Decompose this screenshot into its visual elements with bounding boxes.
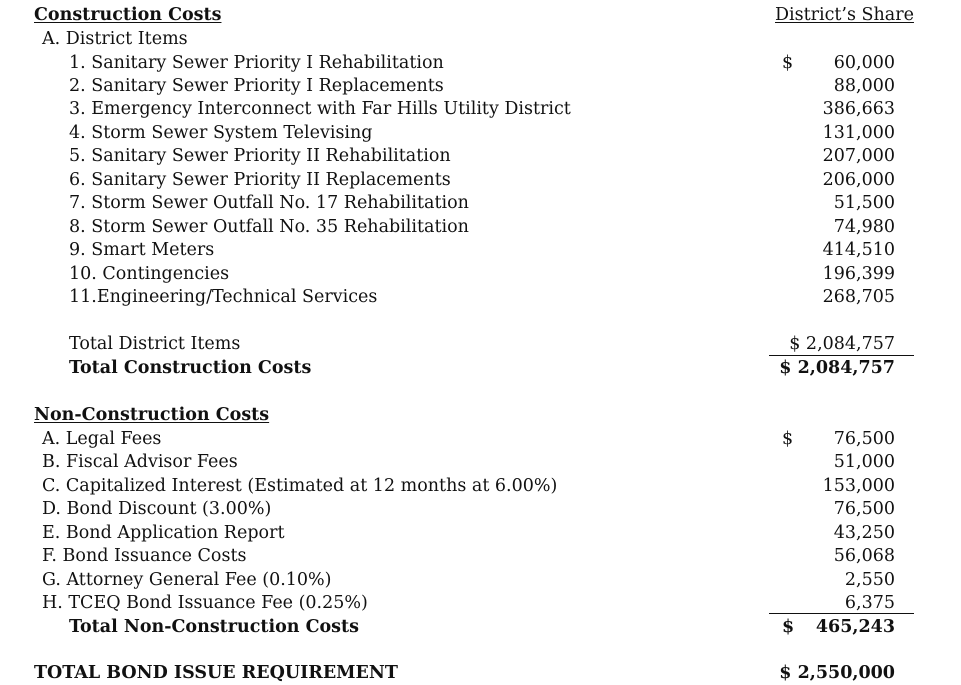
currency-symbol: $ [782, 429, 794, 449]
total-district-items-value: $ 2,084,757 [789, 334, 895, 354]
list-item-label: G. Attorney General Fee (0.10%) [42, 570, 332, 590]
districts-share-header: District’s Share [775, 5, 914, 25]
list-item-label: D. Bond Discount (3.00%) [42, 499, 272, 519]
list-item-label: 7. Storm Sewer Outfall No. 17 Rehabilitation [69, 193, 469, 213]
list-item-label: B. Fiscal Advisor Fees [42, 452, 238, 472]
list-item-amount: 56,068 [833, 546, 895, 566]
total-non-construction-costs-label: Total Non-Construction Costs [69, 617, 359, 637]
list-item-amount: 74,980 [833, 217, 895, 237]
list-item-label: 2. Sanitary Sewer Priority I Replacements [69, 76, 444, 96]
total-district-items-label: Total District Items [69, 334, 241, 354]
list-item-label: F. Bond Issuance Costs [42, 546, 247, 566]
total-construction-costs-label: Total Construction Costs [69, 358, 312, 378]
list-item-label: H. TCEQ Bond Issuance Fee (0.25%) [42, 593, 368, 613]
list-item-label: 1. Sanitary Sewer Priority I Rehabilitation [69, 53, 444, 73]
list-item-amount: 153,000 [822, 476, 895, 496]
total-bond-issue-requirement-value: $ 2,550,000 [779, 663, 895, 683]
list-item-label: E. Bond Application Report [42, 523, 285, 543]
non-construction-costs-heading: Non-Construction Costs [34, 405, 270, 425]
list-item-label: 8. Storm Sewer Outfall No. 35 Rehabilitation [69, 217, 469, 237]
list-item-label: 5. Sanitary Sewer Priority II Rehabilitation [69, 146, 451, 166]
list-item-label: 11.Engineering/Technical Services [69, 287, 378, 307]
list-item-amount: 206,000 [822, 170, 895, 190]
list-item-amount: 268,705 [822, 287, 895, 307]
list-item-amount: 386,663 [822, 99, 895, 119]
total-non-construction-costs-value: 465,243 [815, 617, 895, 637]
divider-line [769, 355, 914, 356]
list-item-label: A. Legal Fees [42, 429, 162, 449]
list-item-label: 6. Sanitary Sewer Priority II Replacements [69, 170, 451, 190]
list-item-label: C. Capitalized Interest (Estimated at 12 months at 6.00%) [42, 476, 558, 496]
currency-symbol: $ [782, 617, 795, 637]
divider-line [769, 613, 914, 614]
list-item-amount: 51,000 [833, 452, 895, 472]
list-item-amount: 88,000 [833, 76, 895, 96]
list-item-amount: 43,250 [833, 523, 895, 543]
total-construction-costs-value: $ 2,084,757 [779, 358, 895, 378]
construction-costs-heading: Construction Costs [34, 5, 222, 25]
list-item-amount: 414,510 [822, 240, 895, 260]
list-item-amount: 131,000 [822, 123, 895, 143]
list-item-amount: 6,375 [844, 593, 895, 613]
list-item-amount: 76,500 [833, 499, 895, 519]
total-bond-issue-requirement-label: TOTAL BOND ISSUE REQUIREMENT [34, 663, 398, 683]
list-item-label: 9. Smart Meters [69, 240, 215, 260]
list-item-label: 3. Emergency Interconnect with Far Hills Utility District [69, 99, 571, 119]
list-item-amount: 76,500 [833, 429, 895, 449]
currency-symbol: $ [782, 53, 794, 73]
list-item-label: 10. Contingencies [69, 264, 230, 284]
list-item-amount: 51,500 [833, 193, 895, 213]
list-item-amount: 2,550 [844, 570, 895, 590]
district-items-label: A. District Items [42, 29, 188, 49]
list-item-amount: 60,000 [833, 53, 895, 73]
list-item-label: 4. Storm Sewer System Televising [69, 123, 373, 143]
list-item-amount: 207,000 [822, 146, 895, 166]
list-item-amount: 196,399 [822, 264, 895, 284]
